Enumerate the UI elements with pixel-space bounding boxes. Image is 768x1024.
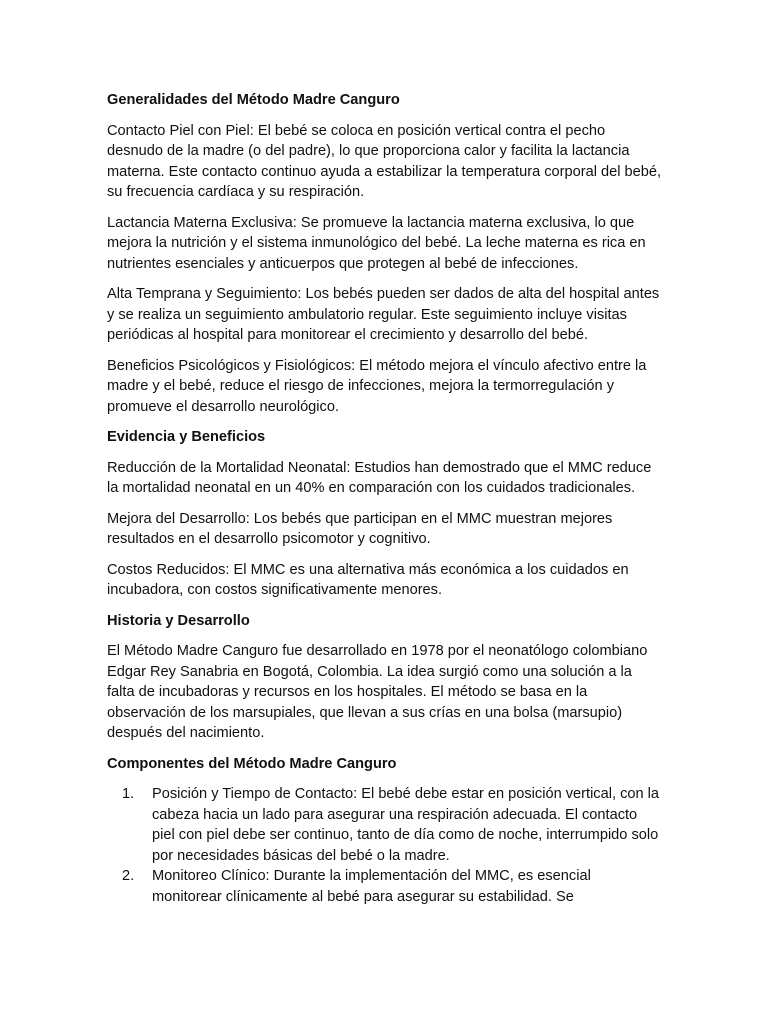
section-evidencia [107, 427, 663, 601]
section-heading: Evidencia y Beneficios [107, 429, 266, 445]
section-generalidades [107, 90, 663, 417]
list-item-text: Monitoreo Clínico: Durante la implementación del MMC, es esencial monitorear clínicamente al bebé para asegurar su estabilidad. Se [152, 868, 591, 905]
section-heading: Historia y Desarrollo [107, 612, 250, 629]
paragraph: Beneficios Psicológicos y Fisiológicos: El método mejora el vínculo afectivo entre la madre y el bebé, reduce el riesgo de infecciones, mejora la termorregulación y promueve el desarrollo neurológico. [107, 357, 647, 415]
section-heading: Componentes del Método Madre Canguro [107, 755, 397, 772]
paragraph: Contacto Piel con Piel: El bebé se coloca en posición vertical contra el pecho desnudo de la madre (o del padre), lo que proporciona calor y facilita la lactancia materna. Este contacto continuo ayuda a estabilizar la temperatura corporal del bebé, su frecuencia cardíaca y su respiración. [107, 122, 662, 200]
list-item [107, 866, 663, 907]
paragraph: El Método Madre Canguro fue desarrollado en 1978 por el neonatólogo colombiano Edgar Rey Sanabria en Bogotá, Colombia. La idea surgió como una solución a la falta de incubadoras y recursos en los hospitales. El método se basa en la observación de los marsupiales, que llevan a sus crías en una bolsa (marsupio) después del nacimiento. [107, 643, 648, 741]
document-page [107, 90, 663, 907]
paragraph: Mejora del Desarrollo: Los bebés que participan en el MMC muestran mejores resultados en el desarrollo psicomotor y cognitivo. [107, 510, 613, 547]
paragraph: Lactancia Materna Exclusiva: Se promueve la lactancia materna exclusiva, lo que mejora la nutrición y el sistema inmunológico del bebé. La leche materna es rica en nutrientes esenciales y anticuerpos que protegen al bebé de infecciones. [107, 214, 646, 272]
paragraph: Alta Temprana y Seguimiento: Los bebés pueden ser dados de alta del hospital antes y se realiza un seguimiento ambulatorio regular. Este seguimiento incluye visitas periódicas al hospital para monitorear el crecimiento y desarrollo del bebé. [107, 286, 660, 343]
paragraph: Costos Reducidos: El MMC es una alternativa más económica a los cuidados en incubadora, con costos significativamente menores. [107, 561, 629, 598]
section-heading: Generalidades del Método Madre Canguro [107, 92, 400, 108]
list-item-text: Posición y Tiempo de Contacto: El bebé debe estar en posición vertical, con la cabeza hacia un lado para asegurar una respiración adecuada. El contacto piel con piel debe ser continuo, tanto de día como de noche, interrumpido solo por necesidades básicas del bebé o la madre. [152, 786, 660, 864]
list-item-number: 2. [122, 868, 135, 884]
list-item-number: 1. [122, 786, 135, 802]
numbered-list [107, 784, 663, 907]
section-componentes [107, 754, 663, 908]
paragraph: Reducción de la Mortalidad Neonatal: Estudios han demostrado que el MMC reduce la mortalidad neonatal en un 40% en comparación con los cuidados tradicionales. [107, 459, 652, 496]
section-historia [107, 611, 663, 744]
list-item [107, 784, 663, 866]
